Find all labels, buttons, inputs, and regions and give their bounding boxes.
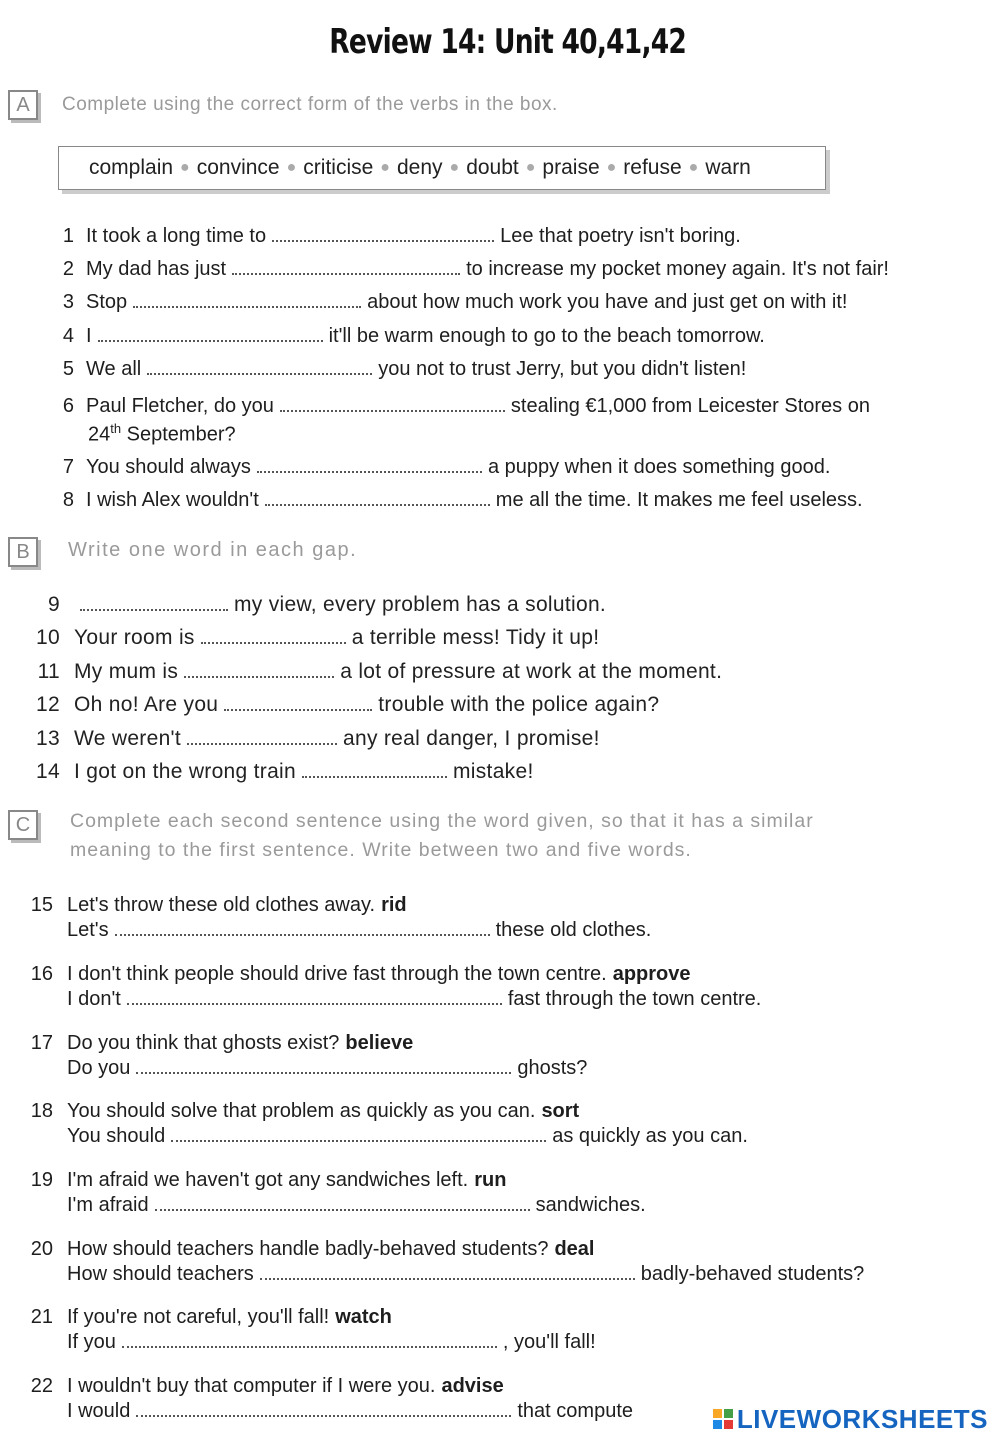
question-20: 20 How should teachers handle badly-behaved students? deal How should teachers badly-behaved students?: [30, 1238, 865, 1285]
section-b-label: B: [8, 537, 38, 567]
answer-blank[interactable]: [257, 457, 482, 473]
question-15: 15 Let's throw these old clothes away. rid Let's these old clothes.: [30, 894, 652, 941]
logo-icon: [713, 1409, 733, 1429]
question-3: 3 Stop about how much work you have and just get on with it!: [62, 291, 848, 313]
question-6: 6 Paul Fletcher, do you stealing €1,000 from Leicester Stores on: [62, 395, 870, 417]
answer-blank[interactable]: [280, 396, 505, 412]
section-a-label: A: [8, 90, 38, 120]
question-9: 9 my view, every problem has a solution.: [48, 593, 607, 616]
question-19: 19 I'm afraid we haven't got any sandwiches left. run I'm afraid sandwiches.: [30, 1169, 646, 1216]
logo-text: LIVEWORKSHEETS: [736, 1403, 988, 1434]
answer-blank[interactable]: [184, 662, 334, 678]
question-17: 17 Do you think that ghosts exist? believe Do you ghosts?: [30, 1032, 588, 1079]
question-16: 16 I don't think people should drive fast through the town centre. approve I don't fast through the town centre.: [30, 963, 762, 1010]
word: doubt: [466, 156, 519, 179]
question-14: 14 I got on the wrong train mistake!: [36, 760, 534, 783]
section-a-instruction: Complete using the correct form of the verbs in the box.: [62, 94, 558, 115]
word: refuse: [623, 156, 682, 179]
question-12: 12 Oh no! Are you trouble with the police again?: [36, 693, 660, 716]
question-7: 7 You should always a puppy when it does something good.: [62, 456, 831, 478]
question-13: 13 We weren't any real danger, I promise!: [36, 727, 600, 750]
answer-blank[interactable]: [260, 1264, 635, 1280]
question-6-continued: 24th September?: [88, 421, 236, 446]
question-10: 10 Your room is a terrible mess! Tidy it up!: [36, 626, 600, 649]
answer-blank[interactable]: [147, 359, 372, 375]
question-4: 4 I it'll be warm enough to go to the beach tomorrow.: [62, 325, 765, 347]
answer-blank[interactable]: [232, 259, 460, 275]
question-5: 5 We all you not to trust Jerry, but you didn't listen!: [62, 358, 747, 380]
answer-blank[interactable]: [224, 695, 372, 711]
question-2: 2 My dad has just to increase my pocket money again. It's not fair!: [62, 258, 889, 280]
answer-blank[interactable]: [171, 1126, 546, 1142]
answer-blank[interactable]: [98, 326, 323, 342]
answer-blank[interactable]: [133, 292, 361, 308]
answer-blank[interactable]: [115, 920, 490, 936]
word: criticise: [303, 156, 374, 179]
word-box: complain ● convince ● criticise ● deny ● doubt ● praise ● refuse ● warn: [58, 146, 826, 190]
answer-blank[interactable]: [265, 490, 490, 506]
section-b-instruction: Write one word in each gap.: [68, 539, 358, 561]
answer-blank[interactable]: [136, 1058, 511, 1074]
word: convince: [196, 156, 280, 179]
section-c-label: C: [8, 810, 38, 840]
word: praise: [542, 156, 600, 179]
section-c-instruction-2: meaning to the first sentence. Write between two and five words.: [70, 839, 692, 861]
answer-blank[interactable]: [80, 595, 228, 611]
liveworksheets-logo: [709, 1403, 988, 1435]
question-11: 11 My mum is a lot of pressure at work at the moment.: [37, 660, 723, 683]
answer-blank[interactable]: [272, 226, 494, 242]
word: complain: [89, 156, 174, 179]
page-title: Review 14: Unit 40,41,42: [329, 22, 687, 62]
word: warn: [705, 156, 751, 179]
question-22: 22 I wouldn't buy that computer if I were you. advise I would that compute: [30, 1375, 633, 1422]
question-8: 8 I wish Alex wouldn't me all the time. It makes me feel useless.: [62, 489, 863, 511]
answer-blank[interactable]: [155, 1195, 530, 1211]
answer-blank[interactable]: [122, 1332, 497, 1348]
question-18: 18 You should solve that problem as quickly as you can. sort You should as quickly as you can.: [30, 1100, 748, 1147]
answer-blank[interactable]: [201, 628, 346, 644]
answer-blank[interactable]: [302, 762, 447, 778]
word: deny: [396, 156, 443, 179]
section-c-instruction-1: Complete each second sentence using the word given, so that it has a similar: [70, 810, 814, 832]
answer-blank[interactable]: [187, 729, 337, 745]
answer-blank[interactable]: [127, 989, 502, 1005]
answer-blank[interactable]: [136, 1401, 511, 1417]
question-1: 1 It took a long time to Lee that poetry isn't boring.: [62, 225, 741, 247]
question-21: 21 If you're not careful, you'll fall! watch If you , you'll fall!: [30, 1306, 596, 1353]
